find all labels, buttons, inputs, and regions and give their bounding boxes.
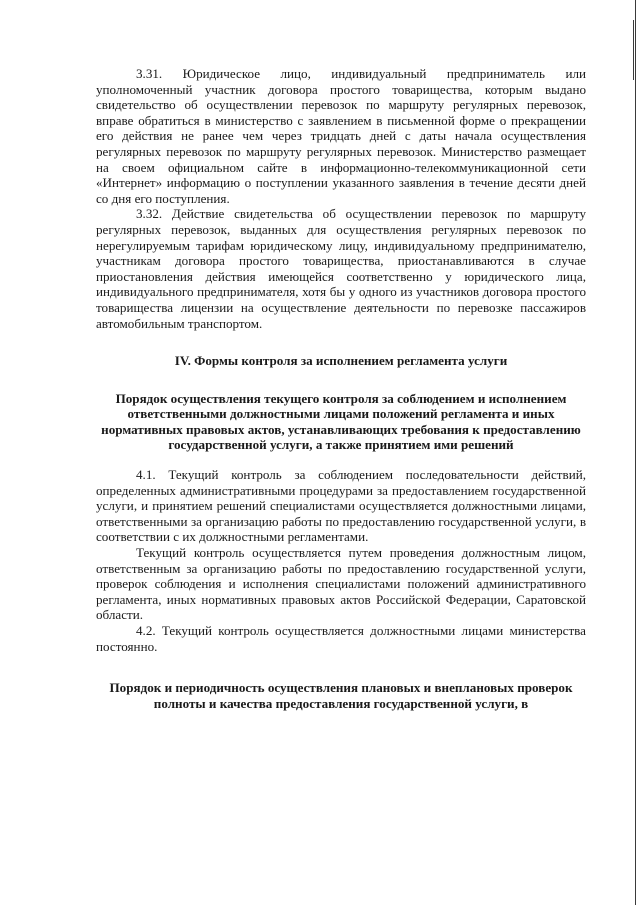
paragraph-4-1: 4.1. Текущий контроль за соблюдением последовательности действий, определенных административными процедурами за предоставлением государственной услуги, и принятием решений специалистами осуществляется должностными лицами, ответственными за организацию работы по предоставлению государственной услуги, в соответствии с их должностными регламентами. xyxy=(96,467,586,545)
subheading-current-control: Порядок осуществления текущего контроля за соблюдением и исполнением ответственными должностными лицами положений регламента и иных нормативных правовых актов, устанавливающих требования к предоставлению государственной услуги, а также принятием ими решений xyxy=(101,390,581,453)
scan-edge-mark-top xyxy=(633,20,634,80)
paragraph-3-31: 3.31. Юридическое лицо, индивидуальный предприниматель или уполномоченный участник договора простого товарищества, которым выдано свидетельство об осуществлении перевозок по маршруту регулярных перевозок, вправе обратиться в министерство с заявлением в письменной форме о прекращении его действия не ранее чем через тридцать дней с даты начала осуществления регулярных перевозок по маршруту регулярных перевозок. Министерство размещает на своем официальном сайте в информационно-телекоммуникационной сети «Интернет» информацию о поступлении указанного заявления в течение десяти дней со дня его поступления. xyxy=(96,66,586,206)
paragraph-4-2: 4.2. Текущий контроль осуществляется должностными лицами министерства постоянно. xyxy=(96,623,586,654)
scan-edge-line xyxy=(635,0,636,905)
paragraph-3-32: 3.32. Действие свидетельства об осуществлении перевозок по маршруту регулярных перевозок, выданных для осуществления регулярных перевозок по нерегулируемым тарифам юридическому лицу, индивидуальному предпринимателю, участникам договора простого товарищества, приостанавливаются в случае приостановления действия имеющейся соответственно у юридического лица, индивидуального предпринимателя, хотя бы у одного из участников договора простого товарищества лицензии на осуществление деятельности по перевозке пассажиров автомобильным транспортом. xyxy=(96,206,586,331)
paragraph-current-control: Текущий контроль осуществляется путем проведения должностным лицом, ответственным за организацию работы по предоставлению государственной услуги, проверок соблюдения и исполнения специалистами положений административного регламента, иных нормативных правовых актов Российской Федерации, Саратовской области. xyxy=(96,545,586,623)
section-heading-iv: IV. Формы контроля за исполнением регламента услуги xyxy=(174,353,508,369)
document-page xyxy=(96,66,586,711)
subheading-inspections: Порядок и периодичность осуществления плановых и внеплановых проверок полноты и качества предоставления государственной услуги, в xyxy=(109,680,573,711)
